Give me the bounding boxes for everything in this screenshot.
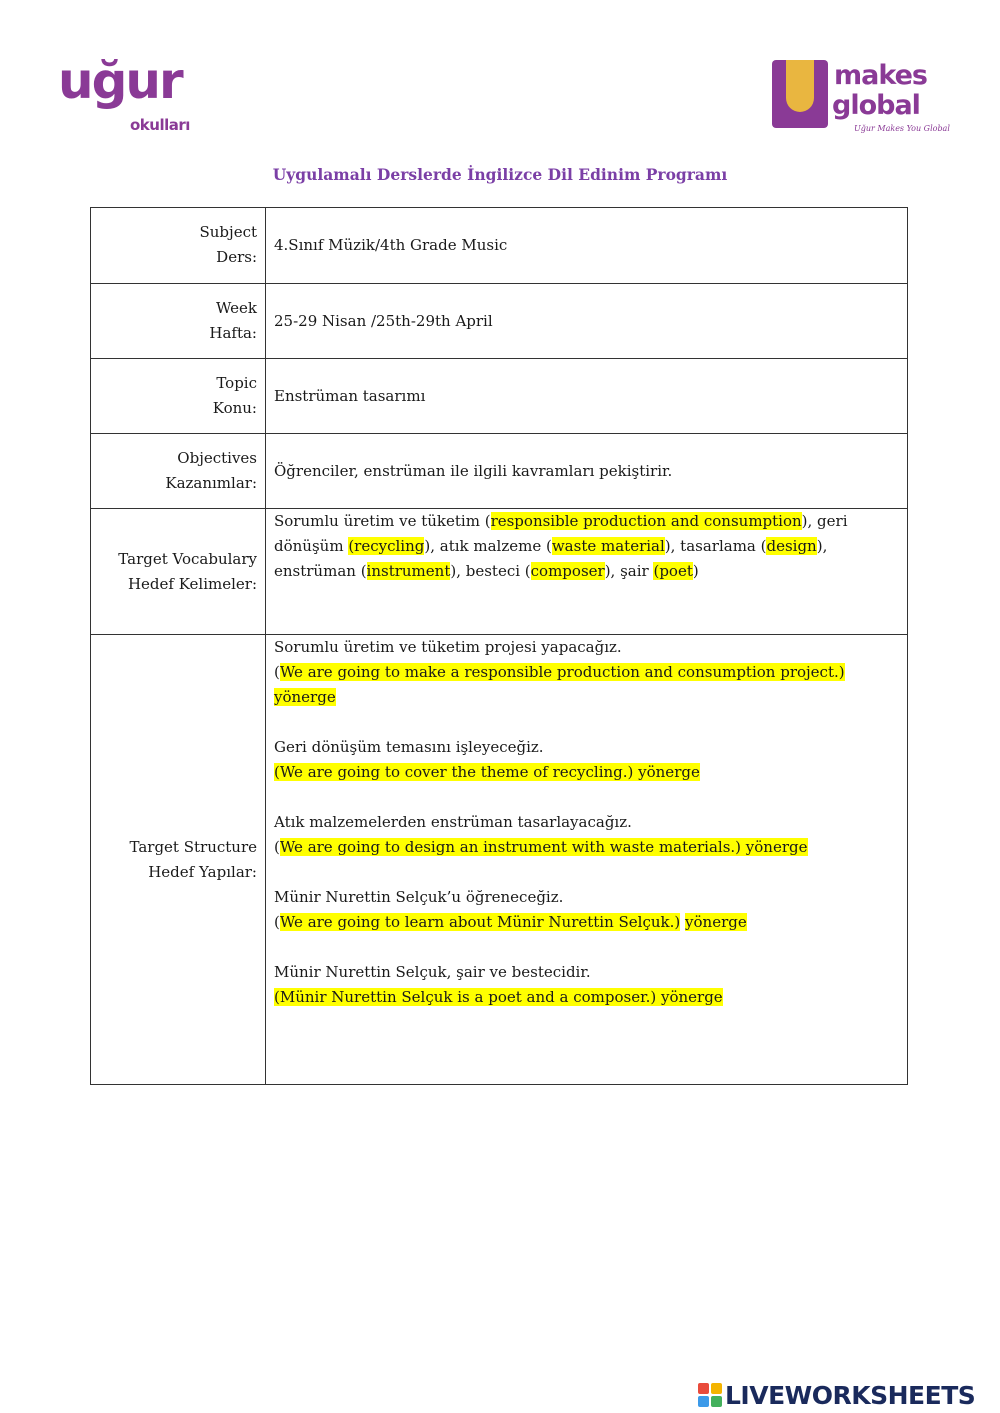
row-topic — [91, 359, 908, 434]
label-tr: Ders: — [216, 248, 257, 266]
vocab-highlight: (recycling — [348, 537, 425, 555]
label-tr: Hafta: — [209, 324, 257, 342]
topic-value: Enstrüman tasarımı — [274, 386, 426, 405]
label-tr: Hedef Yapılar: — [148, 862, 257, 881]
label-en: Subject — [199, 223, 257, 241]
structure-item: Münir Nurettin Selçuk, şair ve bestecidir. (Münir Nurettin Selçuk is a poet and a composer.) yönerge — [274, 963, 723, 1006]
structure-item: Münir Nurettin Selçuk’u öğreneceğiz. (We are going to learn about Münir Nurettin Selçuk.) yönerge — [274, 888, 747, 931]
value-cell — [266, 208, 908, 284]
lesson-plan-table — [90, 207, 908, 1085]
label-cell — [91, 284, 266, 359]
label-tr: Hedef Kelimeler: — [127, 574, 257, 593]
label-en: Topic — [216, 374, 257, 392]
label-en: Objectives — [177, 449, 257, 467]
label-tr: Konu: — [212, 399, 257, 417]
label-cell — [91, 359, 266, 434]
logo-right-tagline: Uğur Makes You Global — [854, 124, 950, 133]
vocab-highlight: waste material — [551, 537, 665, 555]
label-tr: Kazanımlar: — [165, 474, 257, 492]
row-structure — [91, 635, 908, 1085]
u-logo-mark — [772, 60, 828, 128]
ugur-okullari-logo — [58, 52, 208, 142]
vocab-highlight: (poet — [653, 562, 693, 580]
label-cell — [91, 434, 266, 509]
label-en: Target Vocabulary — [118, 549, 257, 568]
u-makes-global-logo — [772, 58, 950, 138]
logo-right-word2: global — [832, 90, 920, 121]
row-week — [91, 284, 908, 359]
logo-left-main: uğur — [58, 52, 182, 110]
value-cell — [266, 434, 908, 509]
label-cell — [91, 208, 266, 284]
label-en: Week — [215, 299, 257, 317]
row-objectives — [91, 434, 908, 509]
row-subject — [91, 208, 908, 284]
liveworksheets-mark-icon — [698, 1383, 722, 1407]
structure-item: Geri dönüşüm temasını işleyeceğiz. (We are going to cover the theme of recycling.) yönerge — [274, 738, 700, 781]
liveworksheets-logo — [698, 1380, 975, 1410]
subject-value: 4.Sınıf Müzik/4th Grade Music — [274, 235, 508, 254]
vocab-highlight: composer — [530, 562, 605, 580]
structure-text — [274, 635, 899, 1010]
week-value: 25-29 Nisan /25th-29th April — [274, 311, 493, 330]
value-cell — [266, 284, 908, 359]
label-cell — [91, 635, 266, 1085]
liveworksheets-brand: LIVEWORKSHEETS — [725, 1380, 976, 1410]
vocab-highlight: instrument — [366, 562, 451, 580]
objectives-value: Öğrenciler, enstrüman ile ilgili kavramları pekiştirir. — [274, 461, 673, 480]
structure-item: Sorumlu üretim ve tüketim projesi yapacağız. (We are going to make a responsible production and consumption project.) yönerge — [274, 638, 845, 706]
logo-right-word1: makes — [834, 60, 927, 91]
vocab-highlight: design — [766, 537, 817, 555]
label-en: Target Structure — [129, 837, 257, 856]
logo-left-sub: okulları — [130, 116, 190, 134]
value-cell — [266, 635, 908, 1085]
row-vocabulary — [91, 509, 908, 635]
label-cell — [91, 509, 266, 635]
vocab-highlight: responsible production and consumption — [490, 512, 802, 530]
value-cell — [266, 359, 908, 434]
page-title: Uygulamalı Derslerde İngilizce Dil Edinim Programı — [272, 165, 728, 184]
value-cell — [266, 509, 908, 635]
vocabulary-text: Sorumlu üretim ve tüketim (responsible production and consumption), geri dönüşüm (recycling), atık malzeme (waste material), tasarlama (design), enstrüman (instrument), besteci (composer), şair (poet) — [274, 512, 848, 580]
structure-item: Atık malzemelerden enstrüman tasarlayacağız. (We are going to design an instrument with waste materials.) yönerge — [274, 813, 808, 856]
